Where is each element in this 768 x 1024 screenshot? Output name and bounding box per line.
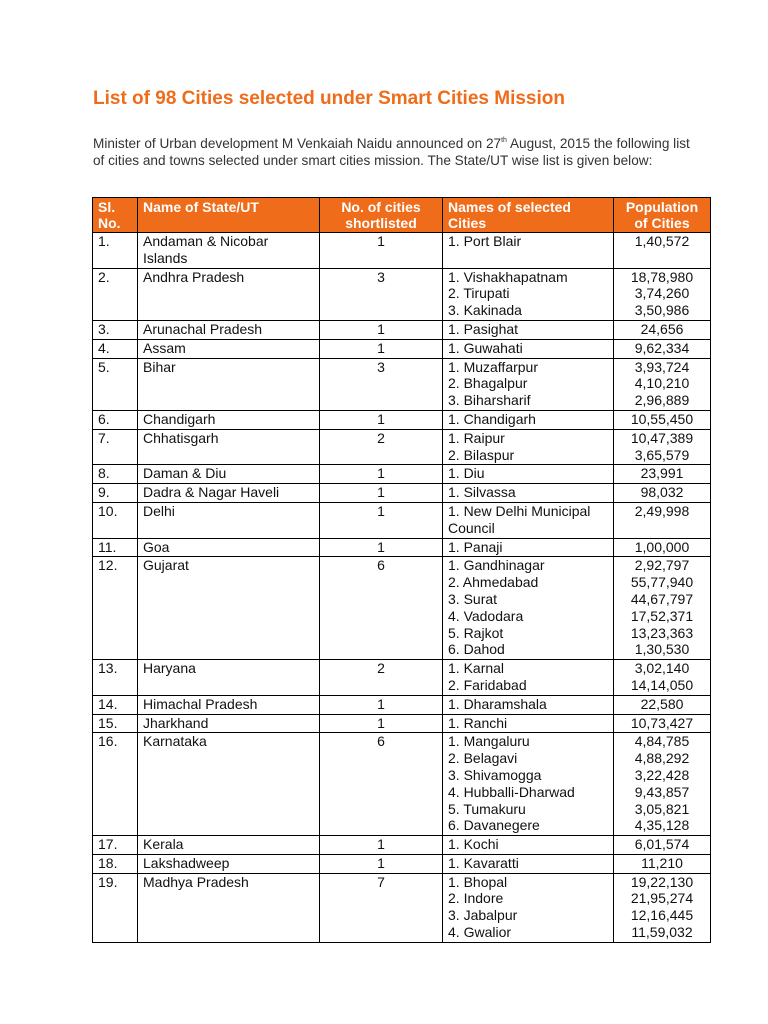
table-row bbox=[93, 538, 711, 557]
intro-superscript: th bbox=[501, 137, 507, 144]
table-row bbox=[93, 320, 711, 339]
intro-paragraph bbox=[93, 133, 693, 169]
population-value: 21,95,274 bbox=[630, 890, 694, 907]
cell-cities-count: 1 bbox=[320, 854, 443, 873]
cell-cities-count: 1 bbox=[320, 836, 443, 855]
city-name: 1. Chandigarh bbox=[448, 410, 536, 427]
cell-city-names bbox=[443, 557, 614, 660]
cell-sl-no: 13. bbox=[93, 660, 138, 696]
header-row bbox=[93, 198, 711, 233]
cell-city-names bbox=[443, 538, 614, 557]
cell-cities-count: 2 bbox=[320, 660, 443, 696]
header-cities-count: No. of cities shortlisted bbox=[320, 198, 443, 233]
smart-cities-table bbox=[92, 197, 711, 943]
city-name: 1. Mangaluru bbox=[448, 733, 530, 750]
cell-city-names bbox=[443, 233, 614, 269]
city-name: 1. Silvassa bbox=[448, 484, 516, 501]
population-value: 3,50,986 bbox=[634, 302, 690, 319]
city-name: 2. Ahmedabad bbox=[448, 574, 539, 591]
table-row bbox=[93, 660, 711, 696]
cell-sl-no: 11. bbox=[93, 538, 138, 557]
city-name: 1. Gandhinagar bbox=[448, 557, 545, 574]
cell-city-names bbox=[443, 410, 614, 429]
city-name: 1. Bhopal bbox=[448, 873, 508, 890]
cell-population bbox=[614, 557, 711, 660]
population-value: 18,78,980 bbox=[630, 268, 694, 285]
cell-state: Assam bbox=[138, 339, 320, 358]
cell-state: Arunachal Pradesh bbox=[138, 320, 320, 339]
cell-population bbox=[614, 733, 711, 836]
cell-sl-no: 6. bbox=[93, 410, 138, 429]
city-name: 5. Rajkot bbox=[448, 624, 504, 641]
city-name: 2. Faridabad bbox=[448, 676, 527, 693]
city-name: 1. Vishakhapatnam bbox=[448, 268, 568, 285]
cell-state: Lakshadweep bbox=[138, 854, 320, 873]
city-name: 1. Kavaratti bbox=[448, 854, 519, 871]
cell-cities-count: 1 bbox=[320, 538, 443, 557]
cell-sl-no: 12. bbox=[93, 557, 138, 660]
cell-state: Karnataka bbox=[138, 733, 320, 836]
city-name: 1. Guwahati bbox=[448, 339, 523, 356]
table-body bbox=[93, 233, 711, 943]
table-row bbox=[93, 339, 711, 358]
intro-text-end: August, 2015 the following list of cities and towns selected under smart cities mission. The State/UT wise list is given below: bbox=[93, 136, 690, 168]
population-value: 3,22,428 bbox=[634, 766, 690, 783]
population-value: 2,96,889 bbox=[634, 392, 690, 409]
city-name: 4. Vadodara bbox=[448, 607, 524, 624]
cell-sl-no: 14. bbox=[93, 695, 138, 714]
population-value: 22,580 bbox=[640, 695, 684, 712]
population-value: 11,59,032 bbox=[631, 924, 693, 941]
cell-cities-count: 7 bbox=[320, 873, 443, 942]
cell-population bbox=[614, 268, 711, 320]
population-value: 9,43,857 bbox=[634, 783, 690, 800]
cell-sl-no: 15. bbox=[93, 714, 138, 733]
population-value: 17,52,371 bbox=[630, 607, 694, 624]
city-name: 3. Surat bbox=[448, 590, 498, 607]
cell-city-names bbox=[443, 465, 614, 484]
cell-sl-no: 2. bbox=[93, 268, 138, 320]
cell-population bbox=[614, 465, 711, 484]
population-value: 3,74,260 bbox=[634, 285, 690, 302]
population-value: 23,991 bbox=[640, 465, 684, 482]
cell-state: Bihar bbox=[138, 358, 320, 410]
cell-population bbox=[614, 714, 711, 733]
table-row bbox=[93, 358, 711, 410]
cell-sl-no: 4. bbox=[93, 339, 138, 358]
table-row bbox=[93, 695, 711, 714]
table-row bbox=[93, 836, 711, 855]
city-name: 2. Bhagalpur bbox=[448, 375, 528, 392]
population-value: 1,00,000 bbox=[634, 538, 690, 555]
city-name: 1. Raipur bbox=[448, 429, 505, 446]
header-state: Name of State/UT bbox=[138, 198, 320, 233]
cell-city-names bbox=[443, 339, 614, 358]
population-value: 3,93,724 bbox=[634, 358, 690, 375]
table-row bbox=[93, 854, 711, 873]
city-name: 1. Pasighat bbox=[448, 320, 519, 337]
cell-city-names bbox=[443, 695, 614, 714]
city-name: 1. Karnal bbox=[448, 660, 505, 677]
city-name: 2. Bilaspur bbox=[448, 446, 515, 463]
table-row bbox=[93, 410, 711, 429]
cell-population bbox=[614, 484, 711, 503]
cell-city-names bbox=[443, 429, 614, 465]
cell-city-names bbox=[443, 320, 614, 339]
cell-population bbox=[614, 854, 711, 873]
table-row bbox=[93, 502, 711, 538]
cell-cities-count: 1 bbox=[320, 484, 443, 503]
cell-cities-count: 1 bbox=[320, 233, 443, 269]
cell-state: Andaman & Nicobar Islands bbox=[138, 233, 320, 269]
cell-population bbox=[614, 429, 711, 465]
page-title: List of 98 Cities selected under Smart Cities Mission bbox=[93, 88, 565, 109]
cell-state: Chandigarh bbox=[138, 410, 320, 429]
cell-state: Kerala bbox=[138, 836, 320, 855]
cell-cities-count: 3 bbox=[320, 358, 443, 410]
cell-sl-no: 18. bbox=[93, 854, 138, 873]
population-value: 6,01,574 bbox=[634, 836, 690, 853]
cell-population bbox=[614, 660, 711, 696]
cell-cities-count: 1 bbox=[320, 714, 443, 733]
population-value: 9,62,334 bbox=[634, 339, 690, 356]
table-row bbox=[93, 268, 711, 320]
cell-population bbox=[614, 873, 711, 942]
city-name: 1. Ranchi bbox=[448, 714, 508, 731]
cell-cities-count: 3 bbox=[320, 268, 443, 320]
cell-cities-count: 6 bbox=[320, 557, 443, 660]
population-value: 55,77,940 bbox=[630, 574, 694, 591]
cell-population bbox=[614, 410, 711, 429]
table-row bbox=[93, 465, 711, 484]
table-row bbox=[93, 733, 711, 836]
city-name: 1. Port Blair bbox=[448, 233, 522, 249]
population-value: 44,67,797 bbox=[630, 590, 694, 607]
table-header bbox=[93, 198, 711, 233]
cell-state: Andhra Pradesh bbox=[138, 268, 320, 320]
population-value: 2,92,797 bbox=[634, 557, 690, 574]
cell-city-names bbox=[443, 873, 614, 942]
cell-state: Chhatisgarh bbox=[138, 429, 320, 465]
population-value: 98,032 bbox=[640, 484, 684, 501]
cell-cities-count: 2 bbox=[320, 429, 443, 465]
city-name: 1. Panaji bbox=[448, 538, 503, 555]
header-city-names: Names of selected Cities bbox=[443, 198, 614, 233]
cell-sl-no: 8. bbox=[93, 465, 138, 484]
header-sl-no: Sl. No. bbox=[93, 198, 138, 233]
cell-city-names bbox=[443, 502, 614, 538]
cell-city-names bbox=[443, 660, 614, 696]
city-name: 4. Hubballi-Dharwad bbox=[448, 783, 575, 800]
city-name: 1. Dharamshala bbox=[448, 695, 547, 712]
cell-population bbox=[614, 233, 711, 269]
city-name: 6. Davanegere bbox=[448, 817, 540, 834]
cell-city-names bbox=[443, 733, 614, 836]
city-name: 1. Kochi bbox=[448, 836, 499, 853]
cell-state: Daman & Diu bbox=[138, 465, 320, 484]
population-value: 13,23,363 bbox=[630, 624, 694, 641]
cell-sl-no: 17. bbox=[93, 836, 138, 855]
cell-sl-no: 5. bbox=[93, 358, 138, 410]
cell-population bbox=[614, 502, 711, 538]
table-row bbox=[93, 484, 711, 503]
cell-state: Jharkhand bbox=[138, 714, 320, 733]
population-value: 14,14,050 bbox=[630, 676, 694, 693]
cell-population bbox=[614, 836, 711, 855]
cell-state: Madhya Pradesh bbox=[138, 873, 320, 942]
table-row bbox=[93, 233, 711, 269]
city-name: 3. Shivamogga bbox=[448, 766, 542, 783]
population-value: 10,55,450 bbox=[630, 410, 694, 427]
population-value: 24,656 bbox=[640, 320, 684, 337]
cell-cities-count: 1 bbox=[320, 320, 443, 339]
cell-cities-count: 1 bbox=[320, 339, 443, 358]
city-name: 1. Muzaffarpur bbox=[448, 358, 539, 375]
cell-state: Goa bbox=[138, 538, 320, 557]
city-name: 2. Tirupati bbox=[448, 285, 510, 302]
city-name: 3. Jabalpur bbox=[448, 907, 518, 924]
cell-sl-no: 19. bbox=[93, 873, 138, 942]
cell-population bbox=[614, 339, 711, 358]
table-row bbox=[93, 714, 711, 733]
table-row bbox=[93, 429, 711, 465]
cell-city-names bbox=[443, 714, 614, 733]
cell-sl-no: 9. bbox=[93, 484, 138, 503]
cell-sl-no: 16. bbox=[93, 733, 138, 836]
cell-sl-no: 7. bbox=[93, 429, 138, 465]
cell-population bbox=[614, 695, 711, 714]
cell-population bbox=[614, 538, 711, 557]
city-name: 4. Gwalior bbox=[448, 924, 512, 941]
population-value: 3,02,140 bbox=[634, 660, 690, 677]
population-value: 2,49,998 bbox=[634, 502, 690, 519]
population-value: 10,47,389 bbox=[630, 429, 694, 446]
population-value: 12,16,445 bbox=[630, 907, 694, 924]
cell-cities-count: 1 bbox=[320, 465, 443, 484]
cell-state: Haryana bbox=[138, 660, 320, 696]
city-name: 2. Indore bbox=[448, 890, 504, 907]
city-name: 3. Kakinada bbox=[448, 302, 522, 319]
cell-state: Delhi bbox=[138, 502, 320, 538]
cell-population bbox=[614, 358, 711, 410]
cell-sl-no: 3. bbox=[93, 320, 138, 339]
cell-state: Dadra & Nagar Haveli bbox=[138, 484, 320, 503]
population-value: 3,65,579 bbox=[634, 446, 690, 463]
population-value: 3,05,821 bbox=[634, 800, 690, 817]
cell-sl-no: 10. bbox=[93, 502, 138, 538]
cell-population bbox=[614, 320, 711, 339]
cell-cities-count: 6 bbox=[320, 733, 443, 836]
population-value: 4,84,785 bbox=[634, 733, 690, 750]
cell-state: Himachal Pradesh bbox=[138, 695, 320, 714]
city-name: 2. Belagavi bbox=[448, 750, 518, 767]
city-name: 3. Biharsharif bbox=[448, 392, 531, 409]
city-name: 6. Dahod bbox=[448, 641, 505, 658]
city-name: 1. Diu bbox=[448, 465, 485, 482]
cell-city-names bbox=[443, 268, 614, 320]
population-value: 1,30,530 bbox=[634, 641, 690, 658]
intro-text-start: Minister of Urban development M Venkaiah Naidu announced on 27 bbox=[93, 136, 502, 151]
table-row bbox=[93, 557, 711, 660]
city-name: 1. New Delhi Municipal Council bbox=[448, 502, 591, 536]
header-population: Population of Cities bbox=[614, 198, 711, 233]
cell-city-names bbox=[443, 836, 614, 855]
population-value: 11,210 bbox=[641, 854, 683, 871]
cell-cities-count: 1 bbox=[320, 502, 443, 538]
population-value: 4,35,128 bbox=[634, 817, 690, 834]
cell-cities-count: 1 bbox=[320, 410, 443, 429]
population-value: 10,73,427 bbox=[630, 714, 694, 731]
cell-city-names bbox=[443, 854, 614, 873]
cell-state: Gujarat bbox=[138, 557, 320, 660]
population-value: 4,10,210 bbox=[634, 375, 690, 392]
cell-city-names bbox=[443, 484, 614, 503]
table-row bbox=[93, 873, 711, 942]
population-value: 19,22,130 bbox=[630, 873, 694, 890]
population-value: 4,88,292 bbox=[634, 750, 690, 767]
cell-cities-count: 1 bbox=[320, 695, 443, 714]
cell-city-names bbox=[443, 358, 614, 410]
cell-sl-no: 1. bbox=[93, 233, 138, 269]
city-name: 5. Tumakuru bbox=[448, 800, 526, 817]
population-value: 1,40,572 bbox=[634, 233, 690, 249]
